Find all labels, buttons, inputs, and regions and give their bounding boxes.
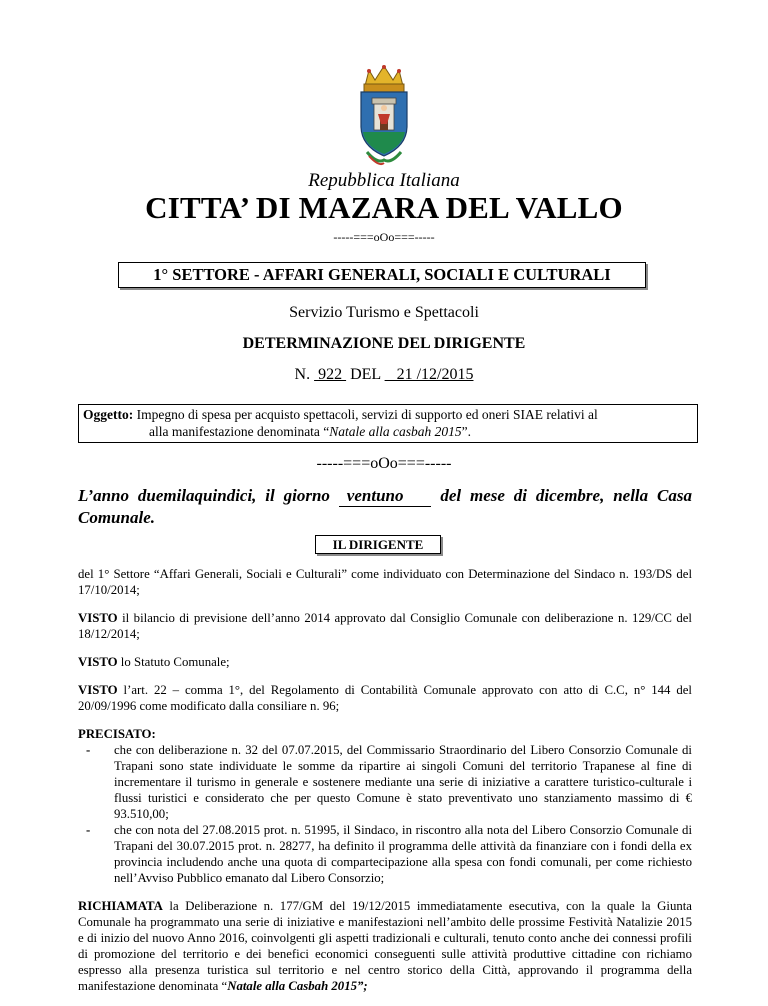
subject-line-1: Impegno di spesa per acquisto spettacoli, servizi di supporto ed oneri SIAE relativi al [133,407,598,422]
intro-text-1: L’anno duemilaquindici, il giorno [78,486,339,505]
richiamata-event-name: Natale alla Casbah 2015”; [227,979,368,993]
paragraph-regolamento [78,682,692,714]
subject-box [78,404,698,443]
subject-line-2: alla manifestazione denominata “ [149,424,330,439]
city-coat-of-arms-icon [347,64,421,168]
number-label: N. [294,366,315,383]
visto-label: VISTO [78,683,118,697]
intro-paragraph [78,485,692,528]
richiamata-label: RICHIAMATA [78,899,163,913]
subject-event-name: Natale alla casbah 2015 [329,424,462,439]
list-item [78,822,692,886]
paragraph-settore: del 1° Settore “Affari Generali, Sociali e Culturali” come individuato con Determinazione del Sindaco n. 193/DS del 17/10/2014; [78,567,692,597]
determination-number: 922 [314,366,347,383]
dash-bullet: - [86,823,91,837]
republic-label: Repubblica Italiana [308,170,460,191]
list-item [78,742,692,822]
bilancio-text: il bilancio di previsione dell’anno 2014 approvato dal Consiglio Comunale con deliberazione n. 129/CC del 18/12/2014; [78,611,692,641]
intro-text-2: del mese di dicembre, nella Casa Comunale. [78,486,692,527]
service-label: Servizio Turismo e Spettacoli [289,304,479,321]
paragraph-richiamata [78,898,692,994]
intro-day: ventuno [339,485,432,507]
determination-title: DETERMINAZIONE DEL DIRIGENTE [242,335,526,352]
city-title: CITTA’ DI MAZARA DEL VALLO [145,190,623,225]
separator-large: -----===oOo===----- [316,455,452,472]
precisato-label: PRECISATO: [78,727,156,741]
sector-heading: 1° SETTORE - AFFARI GENERALI, SOCIALI E CULTURALI [118,262,646,288]
date-label: DEL [346,366,385,383]
visto-label: VISTO [78,611,118,625]
paragraph-bilancio [78,610,692,642]
document-body [78,566,692,1006]
paragraph-statuto [78,654,692,670]
precisato-item-2: che con nota del 27.08.2015 prot. n. 51995, il Sindaco, in riscontro alla nota del Libero Consorzio Comunale di Trapani del 30.07.2015 prot. n. 28277, ha definito il programma delle attività da finanziare con i fondi della ex provincia includendo anche una quota di compartecipazione alla spesa con fondi comunali, per come richiesto nell’Avviso Pubblico emanato dal Libero Consorzio; [114,823,692,885]
precisato-item-1: che con deliberazione n. 32 del 07.07.2015, del Commissario Straordinario del Libero Consorzio Comunale di Trapani sono state individuate le somme da ripartire ai singoli Comuni del territorio Trapanese al fine di incrementare il turismo in generale e sostenere mediante una serie di iniziative a carattere turistico-culturale i flussi turistici e considerato che per questo Comune è stato preventivato uno stanziamento massimo di € 93.510,00; [114,743,692,821]
precisato-list [78,742,692,886]
visto-label: VISTO [78,655,118,669]
dirigente-heading: IL DIRIGENTE [315,535,441,554]
subject-line-2-end: ”. [461,424,472,439]
determination-number-line [0,366,768,384]
statuto-text: lo Statuto Comunale; [117,655,230,669]
dash-bullet: - [86,743,91,757]
separator: -----===oOo===----- [333,230,435,244]
determination-date: 21 /12/2015 [384,366,474,383]
subject-label: Oggetto: [83,407,134,422]
regolamento-text: l’art. 22 – comma 1°, del Regolamento di Contabilità Comunale approvato con atto di C.C, n° 144 del 20/09/1996 come modificato dalla consiliare n. 96; [78,683,692,713]
richiamata-text: la Deliberazione n. 177/GM del 19/12/2015 immediatamente esecutiva, con la quale la Giunta Comunale ha programmato una serie di iniziative e manifestazioni nell’ambito delle prossime Festività Natalizie 2015 e di inizio del nuovo Anno 2016, coinvolgenti gli aspetti tradizionali e culturali, tenuto conto anche dei connessi profili di promozione del territorio e dei benefici economici conseguenti sulle attività produttive cittadine con richiamo espresso alla presenza turistica sul territorio e nel centro storico della Città, approvando il programma della manifestazione denominata “ [78,899,692,993]
